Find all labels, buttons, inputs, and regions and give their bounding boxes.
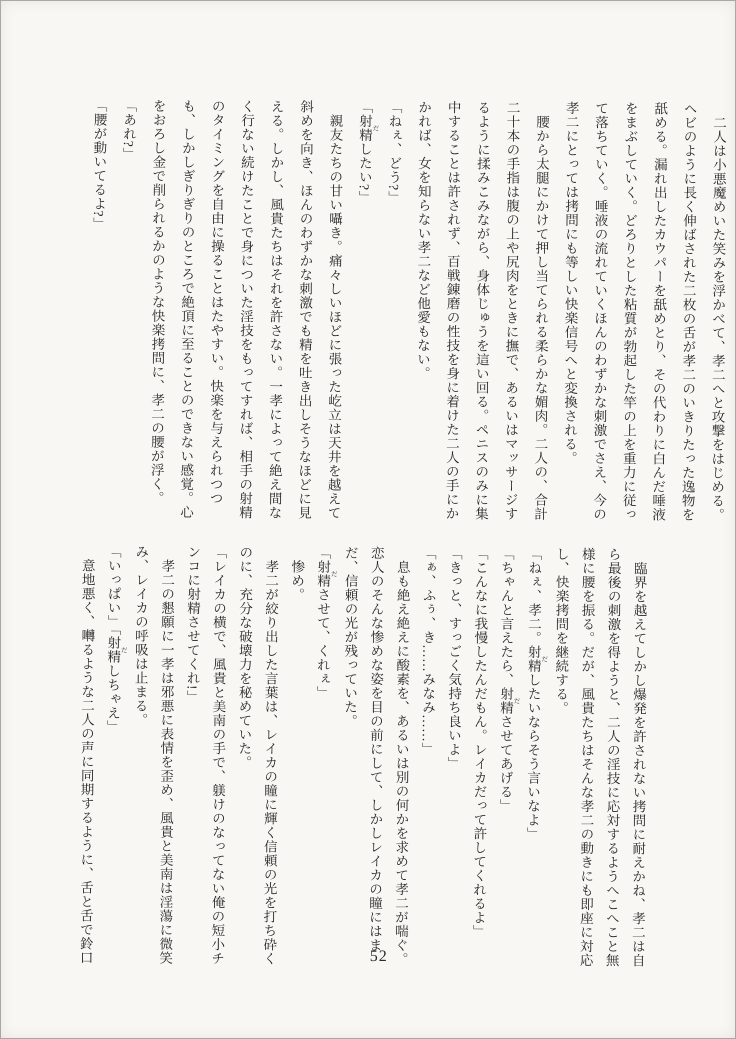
text-line: 「いっぱい」「射精 だしちゃえ」 [104,544,127,734]
text-line: 「腰が動いてるよ?」 [91,98,107,232]
text-line: 「ちゃんと言えたら、射精 ださせてあげる」 [497,546,520,813]
text-line: 二十本の手指は腹の上や尻肉をときに撫で、あるいはマッサージす [502,100,520,521]
text-line: 「あれ?」 [120,98,137,162]
text-line: ヘビのように長く伸ばされた二枚の舌が孝二のいきりたった逸物を [679,101,697,522]
text-line: える。しかし、風貴たちはそれを許さない。一孝によって絶え間な [266,99,284,520]
text-line: ンコに射精させてくれ!」 [184,545,201,705]
text-line: 親友たちの甘い囁き。痛々しいほどに張った屹立は天井を越えて [325,113,343,520]
text-line: のタイミングを自由に操ることはたやすい。快楽を与えられつつ [207,99,225,506]
text-line: 「射精 ださせて、くれぇ」 [314,545,337,700]
text-line: 惨め。 [289,559,305,602]
text-line: み、レイカの呼吸は止まる。 [132,544,149,727]
text-line: 「ねぇ、孝二。射精 だしたいならそう言いなよ」 [524,546,548,841]
text-line: 腰から太腿にかけて押し当てられる柔らかな媚肉。二人の、合計 [531,114,550,521]
text-line: ら最後の刺激を得ようと、二人の淫技に応対するようへこへこと無 [603,547,621,968]
text-line: をおろし金で削られるかのような快楽拷問に、孝二の腰が浮く。 [148,98,166,505]
text-line: 孝二が絞り出した言葉は、レイカの瞳に輝く信頼の光を打ち砕く [261,558,279,966]
text-line: 「こんなに我慢したんだもん。レイカだって許してくれるよ」 [470,546,488,939]
text-line: 様に腰を振る。だが、風貴たちはそんな孝二の動きにも即座に対応 [577,547,595,968]
page-number: 52 [369,948,388,966]
text-line: 「きっと、すっごく気持ち良いよ」 [445,546,462,771]
text-line: るように揉みこみながら、身体じゅうを這い回る。ペニスのみに集 [472,100,491,521]
text-line: 斜めを向き、ほんのわずかな刺激でも精を吐き出しそうなほどに見 [295,99,314,520]
text-line: 「射精 だしたい?」 [356,99,379,205]
text-line: だ、信頼の光が残っていた。 [341,545,358,728]
text-line: も、しかしぎりぎりのところで絶頂に至ることのできない感覚。心 [177,99,196,520]
text-block-lower [77,544,652,968]
text-line: て落ちていく。唾液の流れていくほんのわずかな刺激でさえ、今の [590,101,609,522]
text-line: し、快楽拷問を継続する。 [552,546,569,716]
text-line: く行ない続けたことで身についた淫技をもってすれば、相手の射精 [236,99,255,520]
text-line: のに、充分な破壊力を秘めていた。 [236,545,253,770]
text-line: 意地悪く、囀るような二人の声に同期するように、舌と舌で鈴口 [77,557,95,965]
text-line: 中することは許されず、百戦錬磨の性技を身に着けた二人の手にか [443,100,461,521]
text-line: 息も絶え絶えに酸素を、あるいは別の何かを求めて孝二が喘ぐ。 [392,559,410,966]
text-line: 「ぁ、ふぅ、き……みなみ……」 [419,546,436,757]
text-line: 「ねぇ、どう?」 [386,100,402,205]
text-block-upper [81,99,733,526]
text-line: 舐める。漏れ出したカウパーを舐めとり、その代わりに白んだ唾液 [649,101,668,522]
text-line: 臨界を越えてしかし爆発を許されない拷問に耐えかね、孝二は自 [629,560,647,967]
text-line: 「レイカの横で、風貴と美南の手で、躾けのなってない俺の短小チ [209,545,227,966]
text-line: 恋人のそんな惨めな姿を目の前にして、しかしレイカの瞳にはま [366,546,384,953]
text-line: 二人は小悪魔めいた笑みを浮かべて、孝二へと攻撃をはじめる。 [708,115,727,522]
text-line: 孝二にとっては拷問にも等しい快楽信号へと変換される。 [561,101,579,466]
text-line: かれば、女を知らない孝二など他愛もない。 [414,100,432,381]
text-line: をまぶしていく。どろりとした粘質が勃起した竿の上を重力に従っ [620,101,638,522]
text-line: 孝二の懇願に一孝は邪悪に表情を歪め、風貴と美南は淫蕩に微笑 [157,558,175,965]
